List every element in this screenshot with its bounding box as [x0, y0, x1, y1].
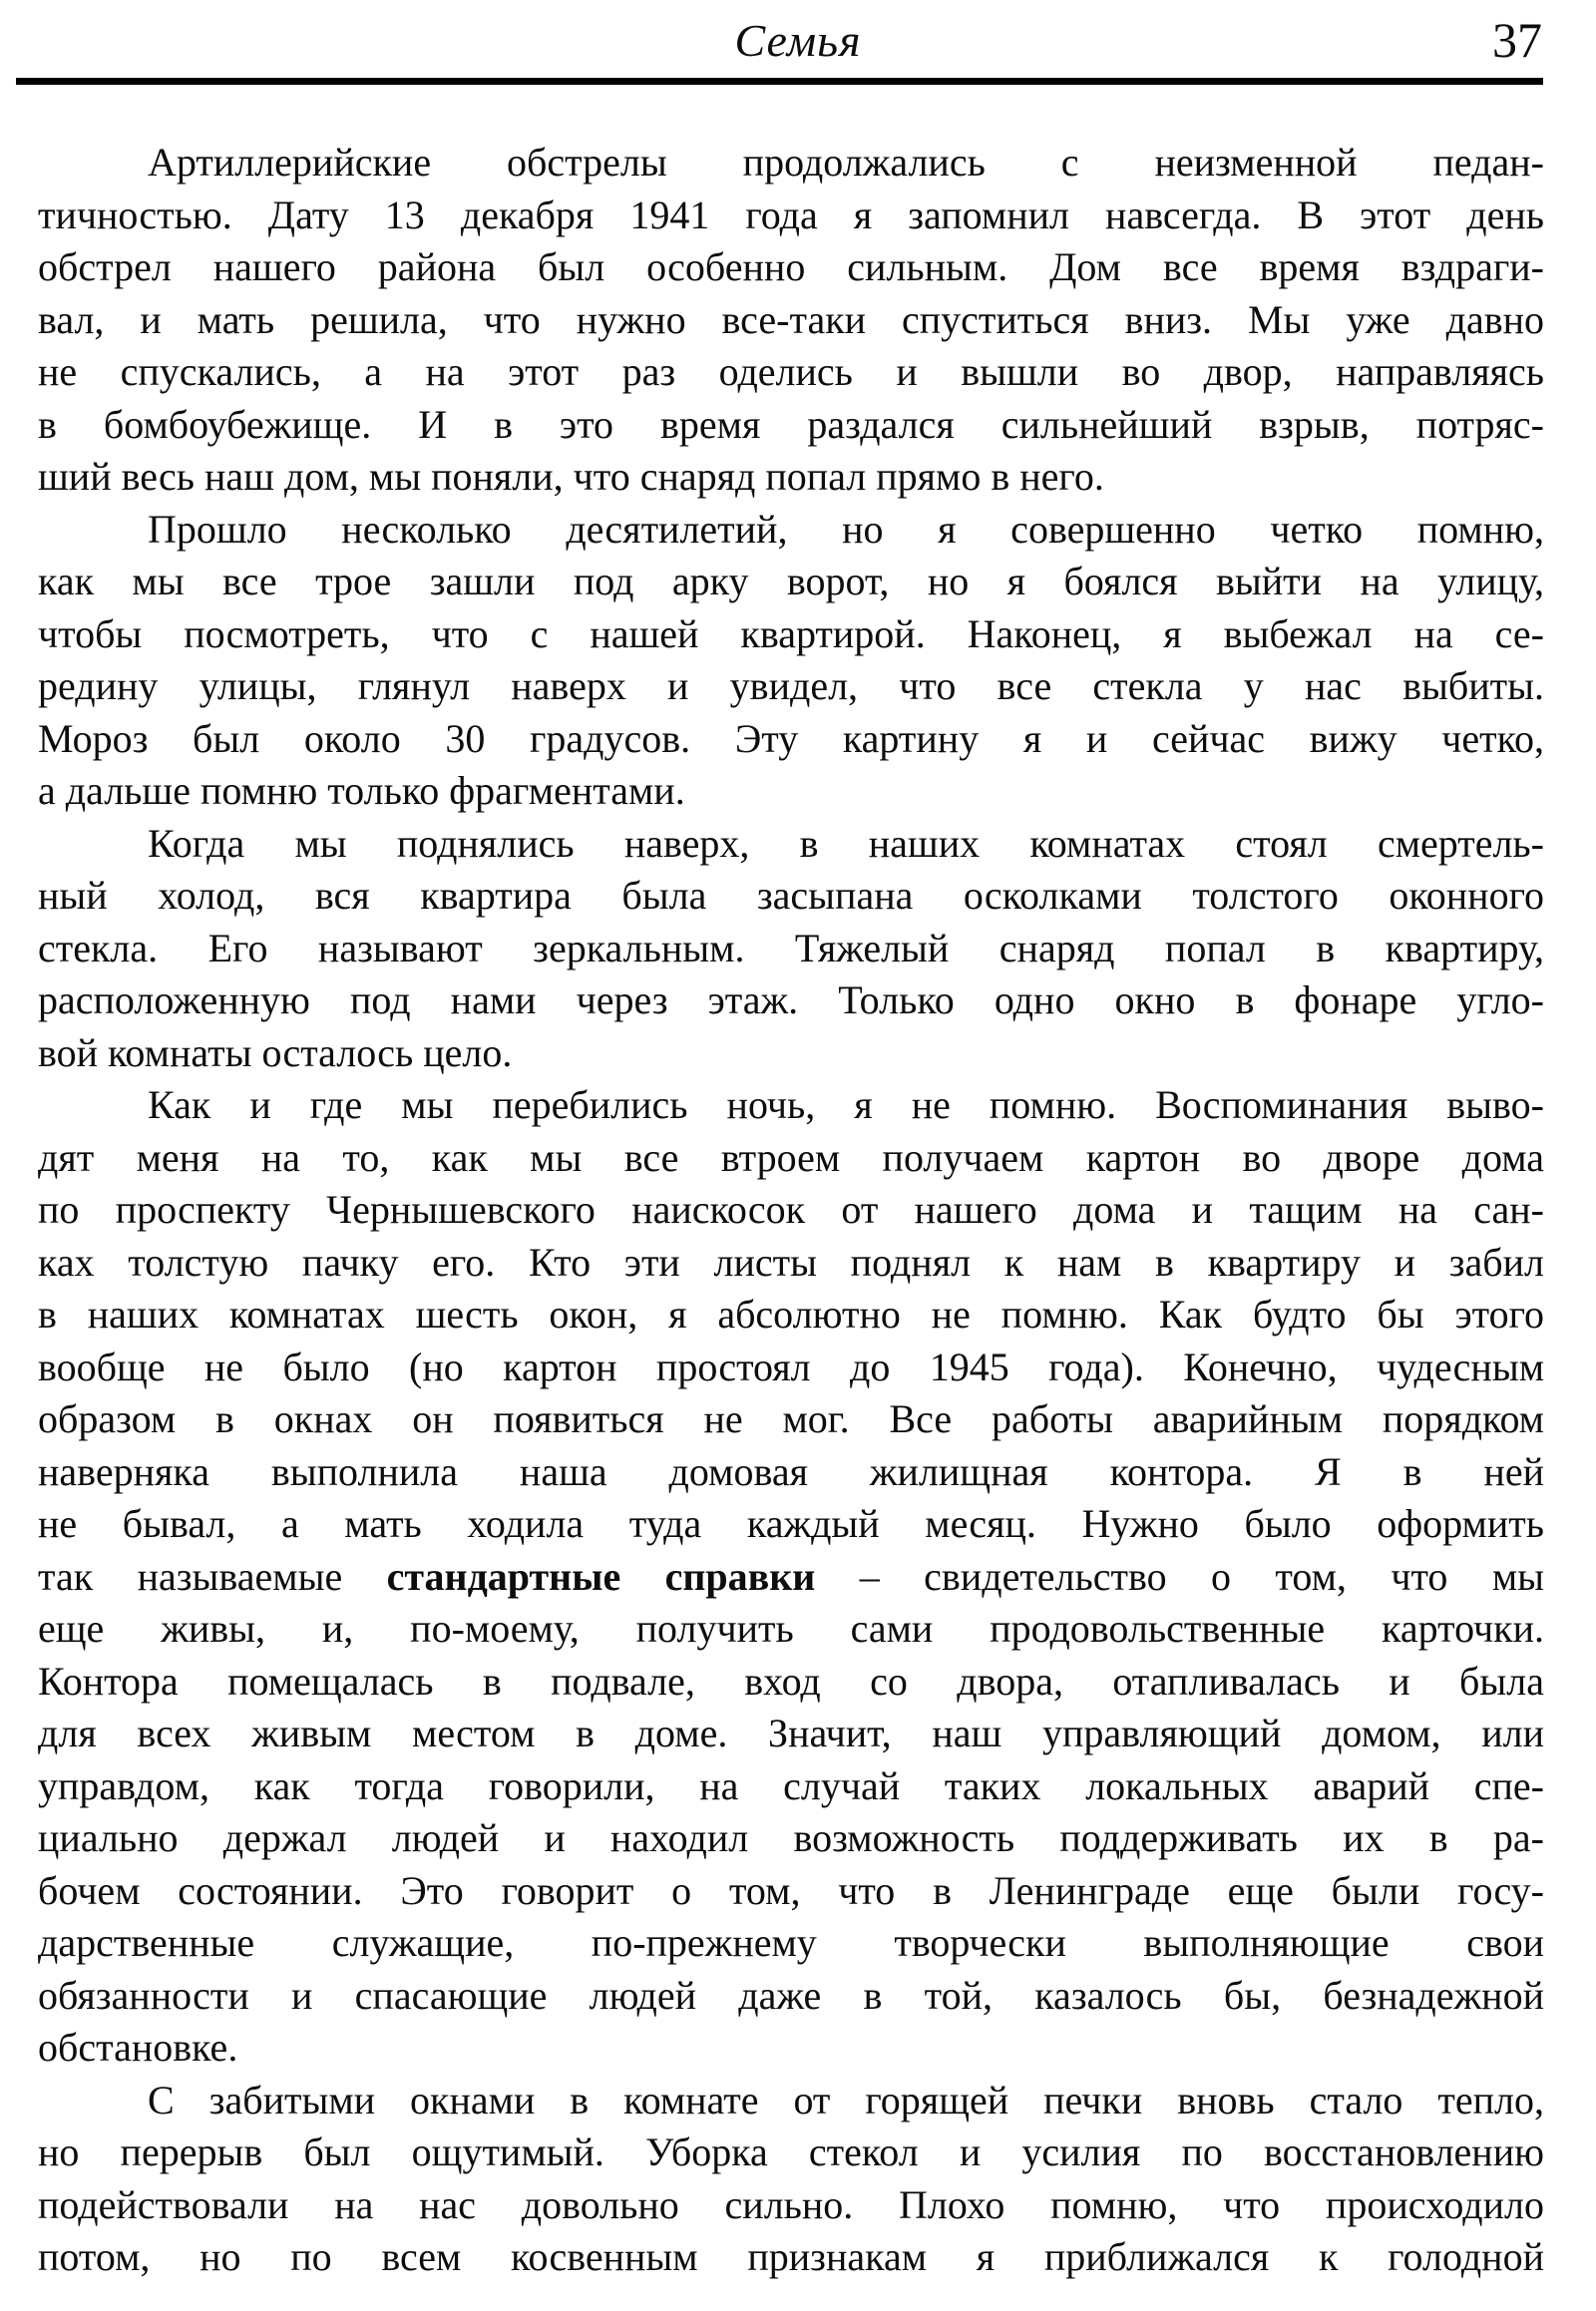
- text-line: [38, 2179, 1544, 2232]
- text-line: [38, 1917, 1544, 1970]
- page-header: [0, 0, 1596, 78]
- text-segment: но перерыв был ощутимый. Уборка стекол и усилия по восстановлению: [38, 2129, 1544, 2174]
- text-segment: как мы все трое зашли под арку ворот, но я боялся выйти на улицу,: [38, 559, 1544, 603]
- text-segment: ший весь наш дом, мы поняли, что снаряд попал прямо в него.: [38, 454, 1104, 499]
- text-segment: Артиллерийские обстрелы продолжались с неизменной педан-: [148, 140, 1544, 185]
- header-rule: [16, 78, 1543, 85]
- text-line: [38, 923, 1544, 975]
- text-segment: в бомбоубежище. И в это время раздался сильнейший взрыв, потряс-: [38, 401, 1544, 447]
- text-line: [38, 660, 1544, 713]
- text-segment: по проспекту Чернышевского наискосок от нашего дома и тащим на сан-: [38, 1187, 1544, 1232]
- text-segment: – свидетельство о том, что мы: [815, 1553, 1545, 1599]
- text-segment: бочем состоянии. Это говорит о том, что в Ленинграде еще были госу-: [38, 1867, 1544, 1913]
- text-line: [38, 1760, 1544, 1813]
- text-line: [38, 713, 1544, 766]
- text-line: [38, 2075, 1544, 2127]
- text-segment: вал, и мать решила, что нужно все-таки спуститься вниз. Мы уже давно: [38, 296, 1544, 342]
- running-title: Семья: [734, 15, 862, 66]
- text-line: [38, 608, 1544, 661]
- text-line: [38, 399, 1544, 452]
- text-segment: еще живы, и, по-моему, получить сами продовольственные карточки.: [38, 1606, 1544, 1651]
- text-line: [38, 1079, 1544, 1132]
- text-line: [38, 1656, 1544, 1709]
- page-number: 37: [1492, 12, 1542, 68]
- text-segment: тичностью. Дату 13 декабря 1941 года я запомнил навсегда. В этот день: [38, 192, 1544, 237]
- bold-text-segment: стандартные справки: [386, 1553, 816, 1599]
- text-segment: для всех живым местом в доме. Значит, наш управляющий домом, или: [38, 1711, 1544, 1755]
- text-segment: чтобы посмотреть, что с нашей квартирой. Наконец, я выбежал на се-: [38, 610, 1544, 656]
- text-line: [38, 1342, 1544, 1394]
- text-line: [38, 1865, 1544, 1918]
- text-line: [38, 2022, 1544, 2075]
- text-segment: ках толстую пачку его. Кто эти листы поднял к нам в квартиру и забил: [38, 1239, 1544, 1285]
- text-segment: расположенную под нами через этаж. Только одно окно в фонаре угло-: [38, 977, 1544, 1022]
- text-segment: Контора помещалась в подвале, вход со двора, отапливалась и была: [38, 1658, 1544, 1704]
- text-line: [38, 1603, 1544, 1656]
- text-segment: Когда мы поднялись наверх, в наших комнатах стоял смертель-: [148, 820, 1544, 866]
- text-segment: обстановке.: [38, 2025, 238, 2070]
- text-line: [38, 1027, 1544, 1080]
- text-segment: вой комнаты осталось цело.: [38, 1029, 513, 1075]
- text-line: [38, 1708, 1544, 1760]
- text-segment: Как и где мы перебились ночь, я не помню. Воспоминания выво-: [148, 1082, 1544, 1127]
- text-line: [38, 2126, 1544, 2179]
- text-line: [38, 974, 1544, 1027]
- text-line: [38, 504, 1544, 557]
- text-line: [38, 137, 1544, 190]
- text-line: [38, 765, 1544, 818]
- text-line: [38, 1289, 1544, 1342]
- text-segment: не спускались, а на этот раз оделись и вышли во двор, направляясь: [38, 349, 1544, 394]
- text-segment: так называемые: [38, 1553, 387, 1599]
- text-line: [38, 556, 1544, 608]
- text-line: [38, 1970, 1544, 2023]
- text-segment: не бывал, а мать ходила туда каждый месяц. Нужно было оформить: [38, 1501, 1544, 1546]
- text-line: [38, 1446, 1544, 1499]
- text-segment: дарственные служащие, по-прежнему творчески выполняющие свои: [38, 1920, 1544, 1965]
- text-line: [38, 346, 1544, 399]
- text-segment: Прошло несколько десятилетий, но я совершенно четко помню,: [148, 506, 1544, 552]
- text-segment: управдом, как тогда говорили, на случай таких локальных аварий спе-: [38, 1762, 1544, 1808]
- text-segment: наверняка выполнила наша домовая жилищная контора. Я в ней: [38, 1448, 1544, 1494]
- page-body: [38, 137, 1544, 2284]
- text-segment: в наших комнатах шесть окон, я абсолютно не помню. Как будто бы этого: [38, 1292, 1544, 1337]
- text-line: [38, 294, 1544, 347]
- text-segment: образом в окнах он появиться не мог. Все работы аварийным порядком: [38, 1396, 1544, 1441]
- text-segment: стекла. Его называют зеркальным. Тяжелый снаряд попал в квартиру,: [38, 925, 1544, 970]
- text-line: [38, 818, 1544, 871]
- text-segment: Мороз был около 30 градусов. Эту картину я и сейчас вижу четко,: [38, 715, 1544, 761]
- text-line: [38, 190, 1544, 242]
- text-line: [38, 1237, 1544, 1290]
- text-segment: циально держал людей и находил возможность поддерживать их в ра-: [38, 1815, 1544, 1860]
- text-line: [38, 1498, 1544, 1551]
- text-segment: С забитыми окнами в комнате от горящей печки вновь стало тепло,: [148, 2077, 1544, 2122]
- text-line: [38, 2231, 1544, 2284]
- text-segment: а дальше помню только фрагментами.: [38, 768, 685, 813]
- text-segment: ный холод, вся квартира была засыпана осколками толстого оконного: [38, 873, 1544, 918]
- text-segment: редину улицы, глянул наверх и увидел, что все стекла у нас выбиты.: [38, 663, 1544, 708]
- text-line: [38, 1812, 1544, 1865]
- text-line: [38, 1551, 1544, 1604]
- text-segment: обязанности и спасающие людей даже в той, казалось бы, безнадежной: [38, 1972, 1544, 2018]
- text-segment: обстрел нашего района был особенно сильным. Дом все время вздраги-: [38, 244, 1544, 289]
- text-line: [38, 870, 1544, 923]
- text-segment: подействовали на нас довольно сильно. Плохо помню, что происходило: [38, 2181, 1544, 2227]
- text-line: [38, 241, 1544, 294]
- text-line: [38, 1184, 1544, 1237]
- text-segment: потом, но по всем косвенным признакам я приближался к голодной: [38, 2234, 1544, 2279]
- text-segment: дят меня на то, как мы все втроем получаем картон во дворе дома: [38, 1134, 1544, 1180]
- text-line: [38, 451, 1544, 504]
- text-line: [38, 1393, 1544, 1446]
- text-segment: вообще не было (но картон простоял до 1945 года). Конечно, чудесным: [38, 1344, 1544, 1389]
- text-line: [38, 1132, 1544, 1185]
